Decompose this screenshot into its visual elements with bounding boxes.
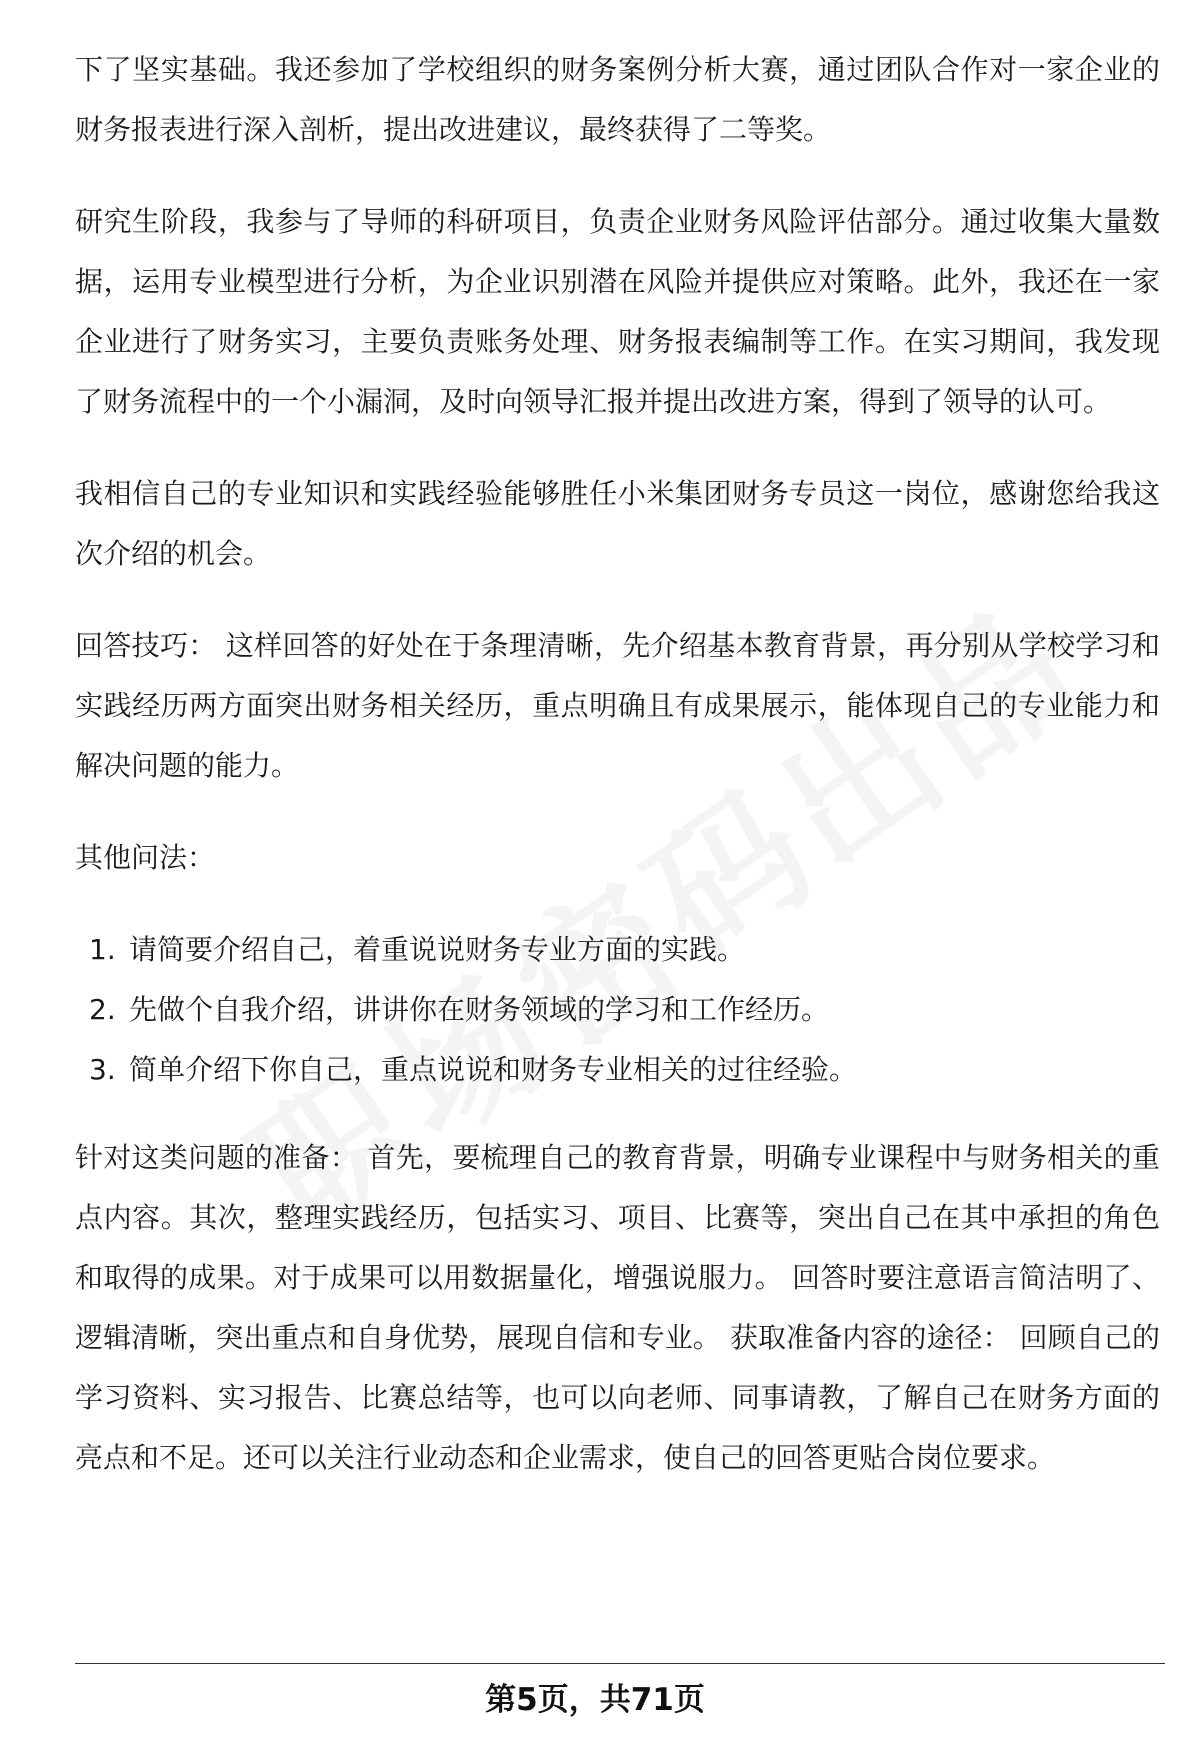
paragraph-continuation: 下了坚实基础。我还参加了学校组织的财务案例分析大赛，通过团队合作对一家企业的财务报表进行深入剖析，提出改进建议，最终获得了二等奖。 [75,53,1160,146]
list-item [75,920,1160,980]
list-item [75,980,1160,1040]
paragraph-preparation: 针对这类问题的准备： 首先，要梳理自己的教育背景，明确专业课程中与财务相关的重点内容。其次，整理实践经历，包括实习、项目、比赛等，突出自己在其中承担的角色和取得的成果。对于成果可以用数据量化，增强说服力。 回答时要注意语言简洁明了、逻辑清晰，突出重点和自身优势，展现自信和专业。 获取准备内容的途径： 回顾自己的学习资料、实习报告、比赛总结等，也可以向老师、同事请教，了解自己在财务方面的亮点和不足。还可以关注行业动态和企业需求，使自己的回答更贴合岗位要求。 [75,1141,1160,1474]
list-item [75,1040,1160,1100]
document-body [75,40,1160,1520]
paragraph-graduate-experience: 研究生阶段，我参与了导师的科研项目，负责企业财务风险评估部分。通过收集大量数据，运用专业模型进行分析，为企业识别潜在风险并提供应对策略。此外，我还在一家企业进行了财务实习，主要负责账务处理、财务报表编制等工作。在实习期间，我发现了财务流程中的一个小漏洞，及时向领导汇报并提出改进方案，得到了领导的认可。 [75,205,1160,418]
list-number: 1. [89,933,116,966]
list-text: 请简要介绍自己，着重说说财务专业方面的实践。 [129,933,746,966]
paragraph-conclusion: 我相信自己的专业知识和实践经验能够胜任小米集团财务专员这一岗位，感谢您给我这次介绍的机会。 [75,477,1160,570]
paragraph-other-questions-heading: 其他问法： [75,841,216,874]
list-text: 简单介绍下你自己，重点说说和财务专业相关的过往经验。 [129,1053,858,1086]
footer-divider [75,1663,1165,1664]
list-number: 2. [89,993,116,1026]
other-questions-list [75,920,1160,1100]
page-number: 第5页，共71页 [485,1682,705,1718]
list-text: 先做个自我介绍，讲讲你在财务领域的学习和工作经历。 [129,993,830,1026]
paragraph-answer-tips: 回答技巧： 这样回答的好处在于条理清晰，先介绍基本教育背景，再分别从学校学习和实践经历两方面突出财务相关经历，重点明确且有成果展示，能体现自己的专业能力和解决问题的能力。 [75,629,1160,782]
list-number: 3. [89,1053,116,1086]
